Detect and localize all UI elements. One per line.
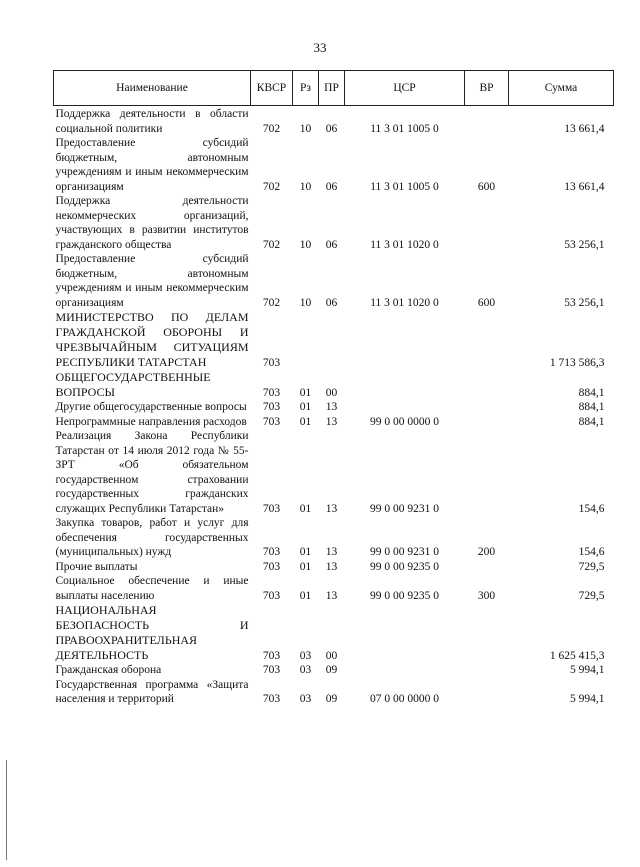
cell-name: Поддержка деятельности некоммерческих организаций, участвующих в развитии институтов гражданского общества <box>55 195 249 251</box>
cell-rz: 03 <box>299 649 312 662</box>
cell-vr <box>465 106 509 137</box>
cell-csr: 99 0 00 0000 0 <box>370 415 439 428</box>
header-pr: ПР <box>319 71 345 106</box>
header-kvsr: КВСР <box>251 71 293 106</box>
table-row <box>54 663 614 678</box>
cell-csr: 11 3 01 1020 0 <box>370 296 439 309</box>
cell-sum: 13 661,4 <box>564 122 605 135</box>
cell-csr: 07 0 00 0000 0 <box>370 693 439 705</box>
cell-pr: 00 <box>325 386 338 399</box>
header-csr: ЦСР <box>345 71 465 106</box>
cell-sum: 5 994,1 <box>570 693 605 705</box>
cell-sum: 53 256,1 <box>564 296 605 309</box>
cell-sum: 884,1 <box>578 415 605 428</box>
cell-pr: 06 <box>325 122 338 135</box>
cell-kvsr: 703 <box>262 664 281 676</box>
table-row <box>54 370 614 400</box>
cell-rz: 01 <box>299 415 312 428</box>
table-row <box>54 252 614 310</box>
cell-vr: 300 <box>477 589 496 602</box>
cell-vr <box>465 415 509 430</box>
cell-vr <box>465 370 509 400</box>
table-row <box>54 136 614 194</box>
cell-name: Предоставление субсидий бюджетным, автономным учреждениям и иным некоммерческим организациям <box>55 137 249 193</box>
cell-name: Закупка товаров, работ и услуг для обеспечения государственных (муниципальных) нужд <box>55 517 249 558</box>
cell-vr: 600 <box>477 296 496 309</box>
cell-kvsr: 703 <box>262 502 281 515</box>
table-row <box>54 194 614 252</box>
cell-rz: 01 <box>299 401 312 413</box>
cell-kvsr: 702 <box>262 180 281 193</box>
cell-vr <box>465 663 509 678</box>
table-body <box>54 106 614 707</box>
cell-rz: 10 <box>299 296 312 309</box>
cell-pr: 13 <box>325 415 338 428</box>
cell-sum: 1 713 586,3 <box>549 356 605 369</box>
cell-sum: 154,6 <box>578 546 605 558</box>
cell-name: Поддержка деятельности в области социальной политики <box>55 108 249 135</box>
cell-kvsr: 703 <box>262 560 281 573</box>
table-row <box>54 106 614 137</box>
cell-csr: 11 3 01 1005 0 <box>370 180 439 193</box>
cell-rz: 01 <box>299 502 312 515</box>
cell-name: Социальное обеспечение и иные выплаты населению <box>55 575 249 602</box>
cell-pr: 06 <box>325 296 338 309</box>
header-sum: Сумма <box>509 71 614 106</box>
page-number: 33 <box>313 40 327 55</box>
cell-kvsr: 702 <box>262 296 281 309</box>
cell-pr: 09 <box>325 664 338 676</box>
cell-csr <box>345 603 465 663</box>
cell-name: Другие общегосударственные вопросы <box>55 401 247 413</box>
table-row <box>54 678 614 707</box>
cell-sum: 53 256,1 <box>564 238 605 251</box>
cell-rz: 01 <box>299 589 312 602</box>
scan-edge-line <box>6 760 7 860</box>
cell-pr: 06 <box>325 238 338 251</box>
table-row <box>54 429 614 516</box>
cell-kvsr: 703 <box>262 693 281 705</box>
cell-pr: 13 <box>325 546 338 558</box>
cell-kvsr: 703 <box>262 401 281 413</box>
cell-vr <box>465 678 509 707</box>
cell-rz: 01 <box>299 546 312 558</box>
cell-vr <box>465 429 509 516</box>
cell-kvsr: 702 <box>262 238 281 251</box>
cell-sum: 5 994,1 <box>570 664 605 676</box>
cell-vr: 600 <box>477 180 496 193</box>
cell-kvsr: 703 <box>262 649 281 662</box>
cell-name: НАЦИОНАЛЬНАЯ БЕЗОПАСНОСТЬ И ПРАВООХРАНИТЕЛЬНАЯ ДЕЯТЕЛЬНОСТЬ <box>55 603 249 662</box>
cell-name: Непрограммные направления расходов <box>55 415 247 428</box>
cell-sum: 884,1 <box>578 401 605 413</box>
cell-name: Прочие выплаты <box>55 560 138 573</box>
cell-csr <box>345 310 465 370</box>
cell-kvsr: 703 <box>262 589 281 602</box>
header-name: Наименование <box>54 71 251 106</box>
cell-vr <box>465 400 509 415</box>
cell-pr: 13 <box>325 589 338 602</box>
cell-kvsr: 703 <box>262 415 281 428</box>
cell-name: Государственная программа «Защита населения и территорий <box>55 678 249 705</box>
cell-pr <box>319 310 345 370</box>
cell-name: МИНИСТЕРСТВО ПО ДЕЛАМ ГРАЖДАНСКОЙ ОБОРОНЫ И ЧРЕЗВЫЧАЙНЫМ СИТУАЦИЯМ РЕСПУБЛИКИ ТАТАРСТАН <box>55 310 249 369</box>
table-row <box>54 400 614 415</box>
table-row <box>54 603 614 663</box>
cell-vr <box>465 603 509 663</box>
table-row <box>54 415 614 430</box>
cell-pr: 13 <box>325 560 338 573</box>
table-row <box>54 574 614 603</box>
header-rz: Рз <box>293 71 319 106</box>
cell-pr: 13 <box>325 401 338 413</box>
cell-rz: 01 <box>299 386 312 399</box>
cell-pr: 13 <box>325 502 338 515</box>
cell-vr <box>465 310 509 370</box>
table-row <box>54 516 614 560</box>
cell-vr <box>465 560 509 575</box>
cell-csr: 99 0 00 9235 0 <box>370 560 439 573</box>
cell-csr: 11 3 01 1005 0 <box>370 122 439 135</box>
cell-sum: 729,5 <box>578 560 605 573</box>
cell-name: Предоставление субсидий бюджетным, автономным учреждениям и иным некоммерческим организациям <box>55 253 249 309</box>
cell-kvsr: 703 <box>262 356 281 369</box>
cell-rz: 03 <box>299 693 312 705</box>
cell-name: Гражданская оборона <box>55 664 162 676</box>
cell-rz: 10 <box>299 238 312 251</box>
cell-name: Реализация Закона Республики Татарстан от 14 июля 2012 года № 55-ЗРТ «Об обязательном государственном страховании государственных гражданских служащих Республики Татарстан» <box>55 430 249 515</box>
cell-rz: 10 <box>299 180 312 193</box>
cell-sum: 729,5 <box>578 589 605 602</box>
cell-pr: 00 <box>325 649 338 662</box>
cell-rz: 03 <box>299 664 312 676</box>
cell-sum: 884,1 <box>578 386 605 399</box>
cell-sum: 13 661,4 <box>564 180 605 193</box>
cell-csr: 11 3 01 1020 0 <box>370 238 439 251</box>
cell-kvsr: 702 <box>262 122 281 135</box>
cell-sum: 154,6 <box>578 502 605 515</box>
cell-name: ОБЩЕГОСУДАРСТВЕННЫЕ ВОПРОСЫ <box>55 370 211 399</box>
header-vr: ВР <box>465 71 509 106</box>
cell-vr: 200 <box>477 546 496 558</box>
cell-pr: 09 <box>325 693 338 705</box>
cell-kvsr: 703 <box>262 546 281 558</box>
cell-kvsr: 703 <box>262 386 281 399</box>
cell-vr <box>465 194 509 252</box>
cell-rz: 10 <box>299 122 312 135</box>
cell-sum: 1 625 415,3 <box>549 649 605 662</box>
table-row <box>54 560 614 575</box>
cell-csr <box>345 663 465 678</box>
cell-csr: 99 0 00 9235 0 <box>370 589 439 602</box>
budget-table <box>53 70 614 707</box>
cell-rz: 01 <box>299 560 312 573</box>
table-row <box>54 310 614 370</box>
cell-csr <box>345 370 465 400</box>
cell-rz <box>293 310 319 370</box>
cell-csr <box>345 400 465 415</box>
cell-csr: 99 0 00 9231 0 <box>370 546 439 558</box>
table-header-row <box>54 71 614 106</box>
cell-csr: 99 0 00 9231 0 <box>370 502 439 515</box>
cell-pr: 06 <box>325 180 338 193</box>
